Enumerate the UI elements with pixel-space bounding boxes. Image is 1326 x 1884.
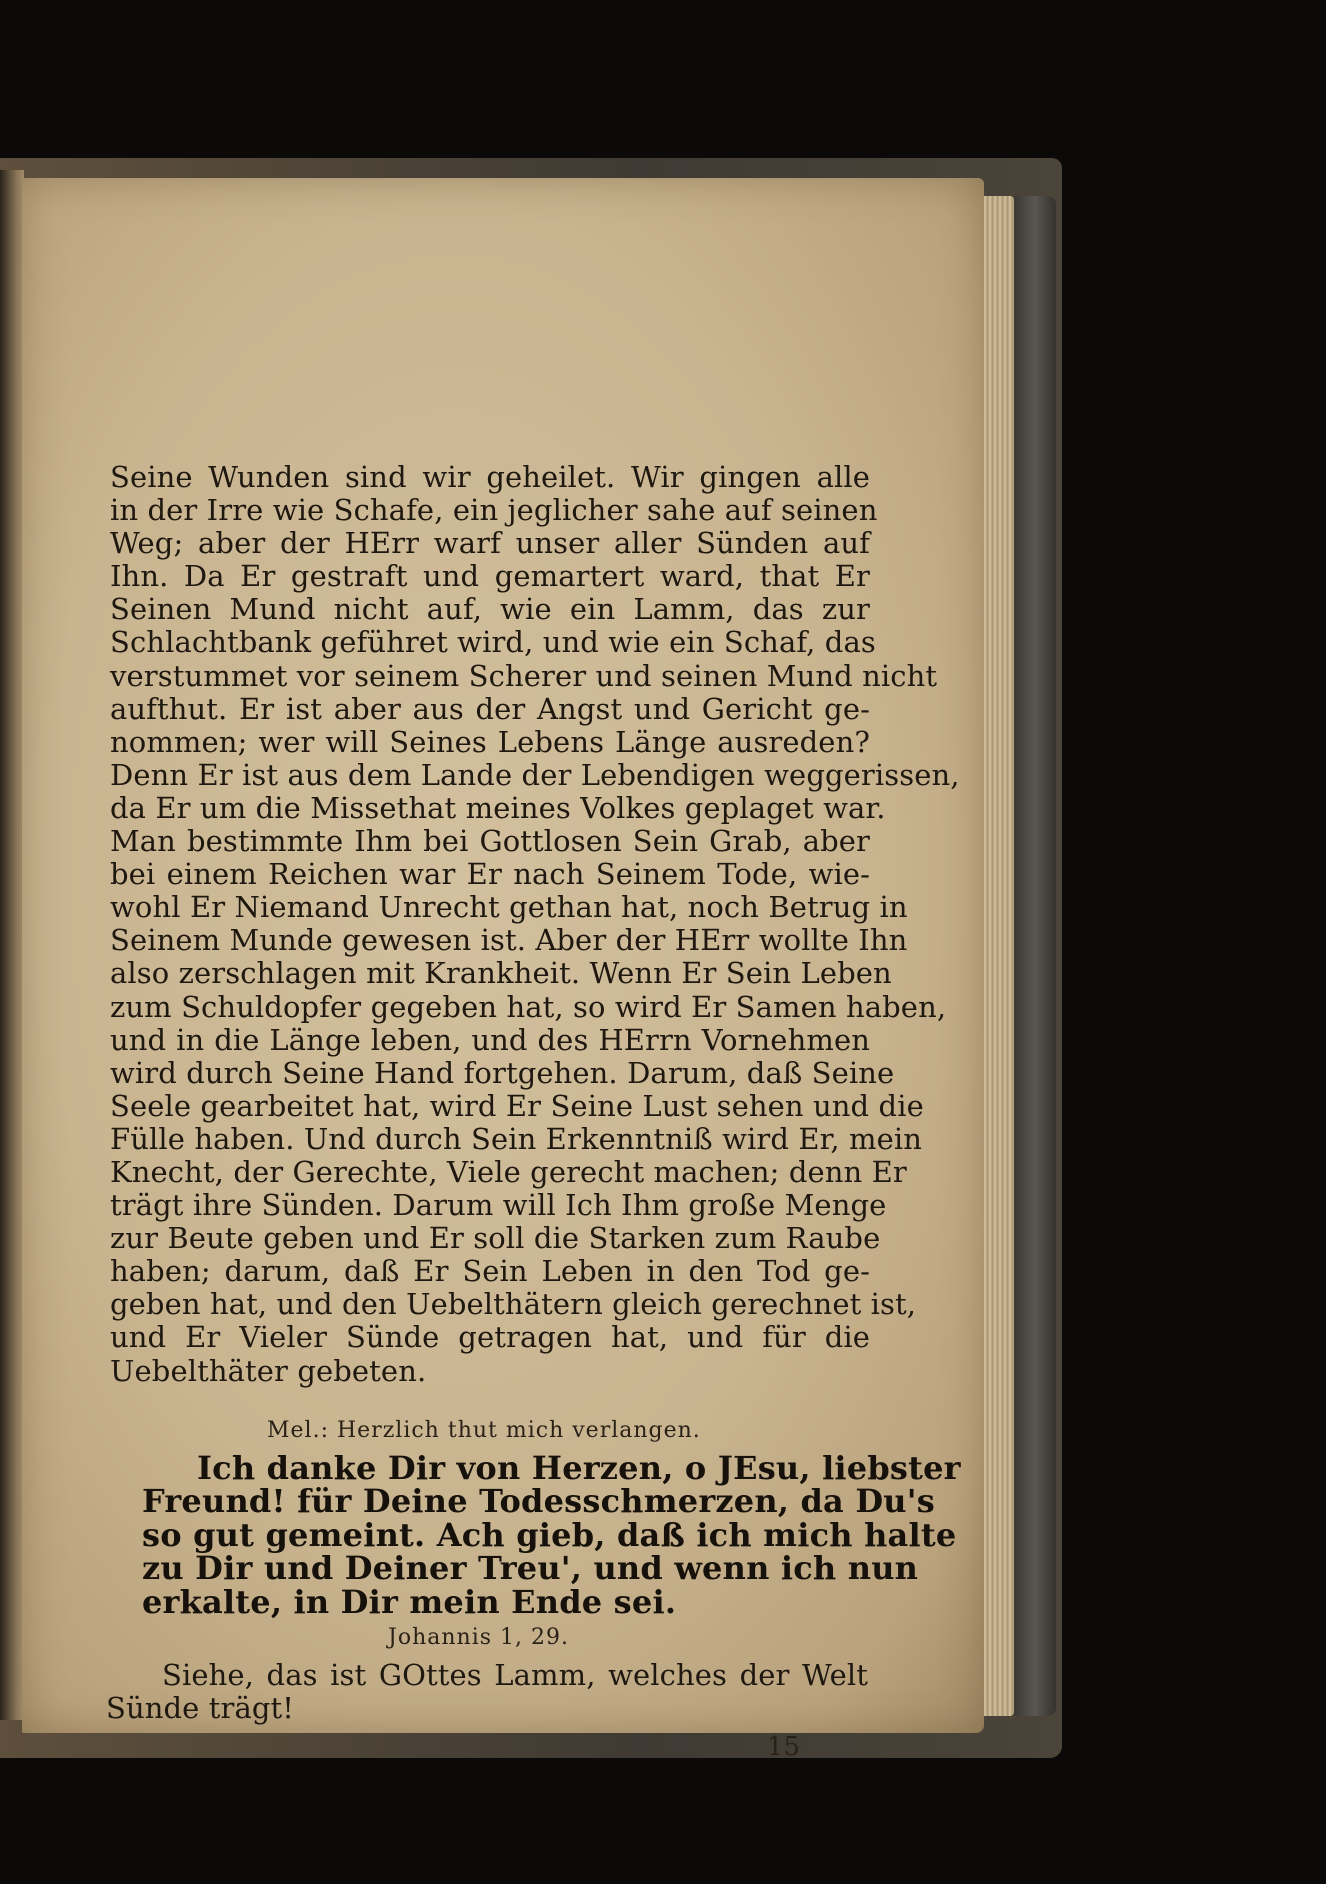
text-line: aufthut. Er ist aber aus der Angst und Gericht ge- — [110, 691, 870, 726]
text-line: trägt ihre Sünden. Darum will Ich Ihm große Menge — [110, 1188, 887, 1223]
hymn-stanza — [142, 1449, 961, 1621]
text-line: Seinem Munde gewesen ist. Aber der HErr wollte Ihn — [110, 923, 908, 958]
text-line: Seine Wunden sind wir geheilet. Wir gingen alle — [110, 460, 870, 494]
text-line: zum Schuldopfer gegeben hat, so wird Er Samen haben, — [110, 989, 947, 1024]
text-line: und in die Länge leben, und des HErrn Vornehmen — [110, 1022, 870, 1057]
book-page — [22, 178, 984, 1762]
scripture-reference: Johannis 1, 29. — [388, 1625, 569, 1650]
text-line: und Er Vieler Sünde getragen hat, und für die — [110, 1320, 870, 1355]
verse-line: Siehe, das ist GOttes Lamm, welches der Welt — [162, 1658, 868, 1692]
text-line: nommen; wer will Seines Lebens Länge ausreden? — [110, 724, 870, 759]
page-number: 15 — [767, 1732, 801, 1762]
text-line: Knecht, der Gerechte, Viele gerecht machen; denn Er — [110, 1154, 907, 1189]
text-line: Seinen Mund nicht auf, wie ein Lamm, das zur — [110, 592, 870, 627]
facing-page-edge — [0, 170, 24, 1720]
text-line: Weg; aber der HErr warf unser aller Sünden auf — [110, 526, 870, 561]
text-line: Ihn. Da Er gestraft und gemartert ward, that Er — [110, 559, 870, 594]
bible-verse — [106, 1659, 868, 1725]
text-line: geben hat, und den Uebelthätern gleich gerechnet ist, — [110, 1287, 917, 1322]
text-line: Schlachtbank geführet wird, und wie ein Schaf, das — [110, 625, 876, 660]
hymn-line: erkalte, in Dir mein Ende sei. — [142, 1582, 677, 1621]
text-line: also zerschlagen mit Krankheit. Wenn Er Sein Leben — [110, 956, 892, 991]
text-line: in der Irre wie Schafe, ein jeglicher sahe auf seinen — [110, 493, 878, 528]
hymn-line: Ich danke Dir von Herzen, o JEsu, liebster — [197, 1449, 961, 1487]
text-line: wohl Er Niemand Unrecht gethan hat, noch Betrug in — [110, 890, 908, 925]
text-line: wird durch Seine Hand fortgehen. Darum, daß Seine — [110, 1055, 895, 1090]
hymn-line: so gut gemeint. Ach gieb, daß ich mich halte — [142, 1515, 957, 1554]
text-line: verstummet vor seinem Scherer und seinen Mund nicht — [110, 658, 938, 693]
text-line: Denn Er ist aus dem Lande der Lebendigen weggerissen, — [110, 757, 960, 792]
body-text — [110, 460, 960, 1388]
verse-line: Sünde trägt! — [106, 1691, 295, 1726]
text-line: Fülle haben. Und durch Sein Erkenntniß wird Er, mein — [110, 1121, 923, 1156]
melody-note: Mel.: Herzlich thut mich verlangen. — [267, 1418, 701, 1443]
text-line: Man bestimmte Ihm bei Gottlosen Sein Grab, aber — [110, 824, 870, 859]
text-line: zur Beute geben und Er soll die Starken zum Raube — [110, 1221, 881, 1256]
text-line: da Er um die Missethat meines Volkes geplaget war. — [110, 790, 886, 825]
hymn-line: zu Dir und Deiner Treu', und wenn ich nun — [142, 1549, 919, 1588]
page-stack-edge — [984, 196, 1014, 1716]
text-line: haben; darum, daß Er Sein Leben in den Tod ge- — [110, 1254, 870, 1289]
text-line: Seele gearbeitet hat, wird Er Seine Lust sehen und die — [110, 1088, 924, 1123]
text-line: bei einem Reichen war Er nach Seinem Tode, wie- — [110, 857, 870, 892]
hymn-line: Freund! für Deine Todesschmerzen, da Du's — [142, 1482, 935, 1521]
book-spine-edge — [1014, 196, 1056, 1716]
text-line: Uebelthäter gebeten. — [110, 1353, 427, 1388]
